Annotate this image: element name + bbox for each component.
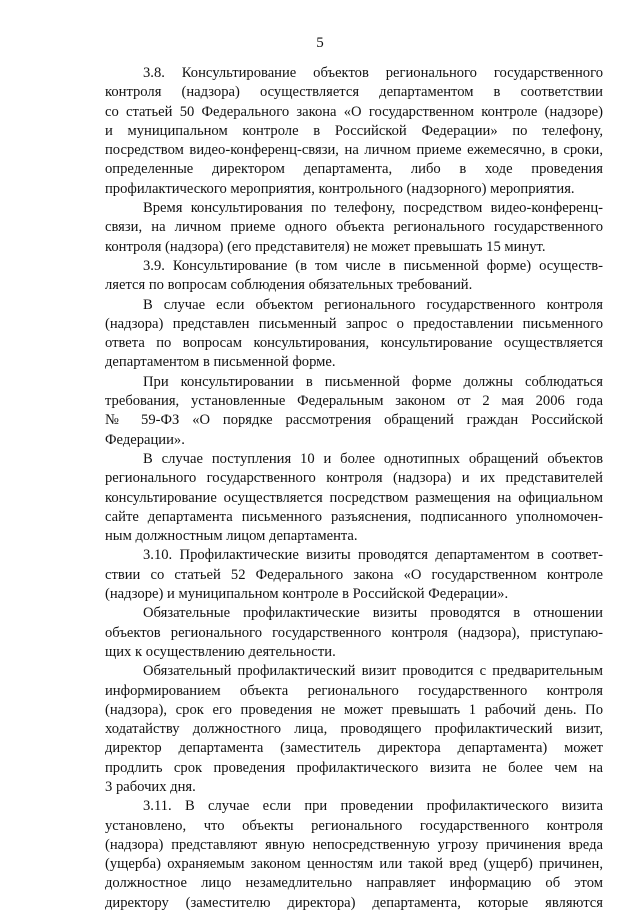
text-line: Обязательный профилактический визит проводится с предварительным	[143, 663, 603, 680]
text-line: должностное лицо незамедлительно направляет информацию об этом	[105, 875, 603, 892]
text-line: (ущерба) охраняемым законом ценностям или такой вред (ущерб) причинен,	[105, 856, 603, 873]
text-line: № 59-ФЗ «О порядке рассмотрения обращений граждан Российской	[105, 412, 603, 429]
text-line: 3.10. Профилактические визиты проводятся департаментом в соответ-	[143, 547, 603, 564]
text-line: (надзоре) и муниципальном контроле в Российской Федерации».	[105, 586, 509, 603]
text-line: со статьей 50 Федерального закона «О государственном контроле (надзоре)	[105, 103, 603, 120]
text-line: информированием объекта регионального государственного контроля	[105, 682, 603, 699]
text-line: щих к осуществлению деятельности.	[105, 643, 336, 660]
text-line: сайте департамента письменного разъяснения, подписанного уполномочен-	[105, 508, 603, 525]
text-line: определенные директором департамента, либо в ходе проведения	[105, 161, 603, 178]
text-line: 3.9. Консультирование (в том числе в письменной форме) осуществ-	[143, 257, 603, 274]
text-line: В случае если объектом регионального государственного контроля	[143, 296, 603, 313]
text-line: Время консультирования по телефону, посредством видео-конференц-	[143, 200, 603, 217]
paragraph	[105, 797, 603, 913]
paragraph	[105, 257, 603, 296]
text-line: департаментом в письменной форме.	[105, 354, 336, 371]
text-line: и муниципальном контроле в Российской Федерации» по телефону,	[105, 122, 603, 139]
text-line: Федерации».	[105, 431, 185, 448]
text-line: ляется по вопросам соблюдения обязательных требований.	[105, 277, 473, 294]
text-line: ствии со статьей 52 Федерального закона «О государственном контроле	[105, 566, 603, 583]
text-line: ным должностным лицом департамента.	[105, 528, 358, 545]
text-line: профилактического мероприятия, контрольного (надзорного) мероприятия.	[105, 180, 575, 197]
text-line: регионального государственного контроля (надзора) и их представителей	[105, 470, 603, 487]
text-line: ходатайству должностного лица, проводящего профилактический визит,	[105, 721, 603, 738]
text-line: директору (заместителю директора) департамента, которые являются	[105, 894, 603, 911]
paragraph	[105, 199, 603, 257]
text-line: посредством видео-конференц-связи, на личном приеме ежемесячно, в сроки,	[105, 142, 603, 159]
paragraph	[105, 64, 603, 199]
text-line: установлено, что объекты регионального государственного контроля	[105, 817, 603, 834]
paragraph	[105, 450, 603, 546]
text-line: связи, на личном приеме одного объекта регионального государственного	[105, 219, 603, 236]
page-number: 5	[316, 35, 324, 51]
paragraph	[105, 296, 603, 373]
text-line: объектов регионального государственного контроля (надзора), приступаю-	[105, 624, 603, 641]
text-line: (надзора), срок его проведения не может превышать 1 рабочий день. По	[105, 701, 603, 718]
text-line: требования, установленные Федеральным законом от 2 мая 2006 года	[105, 393, 603, 410]
paragraph	[105, 662, 603, 797]
text-line: В случае поступления 10 и более однотипных обращений объектов	[143, 450, 603, 467]
text-line: продлить срок проведения профилактического визита не более чем на	[105, 759, 603, 776]
text-line: директор департамента (заместитель директора департамента) может	[105, 740, 603, 757]
text-line: (надзора) представлен письменный запрос о предоставлении письменного	[105, 315, 603, 332]
paragraph	[105, 373, 603, 450]
text-line: Обязательные профилактические визиты проводятся в отношении	[143, 605, 603, 622]
paragraph	[105, 546, 603, 604]
text-line: 3.11. В случае если при проведении профилактического визита	[143, 798, 603, 815]
text-line: (надзора) представляют явную непосредственную угрозу причинения вреда	[105, 836, 603, 853]
paragraph	[105, 604, 603, 662]
text-line: 3 рабочих дня.	[105, 778, 196, 795]
text-line: 3.8. Консультирование объектов регионального государственного	[143, 65, 603, 81]
text-line: контроля (надзора) осуществляется департаментом в соответствии	[105, 84, 603, 101]
text-line: При консультировании в письменной форме должны соблюдаться	[143, 373, 603, 390]
text-line: контроля (надзора) (его представителя) не может превышать 15 минут.	[105, 238, 546, 255]
text-line: ответа по вопросам консультирования, консультирование осуществляется	[105, 335, 603, 352]
text-line: консультирование осуществляется посредством размещения на официальном	[105, 489, 603, 506]
document-body	[105, 64, 603, 913]
